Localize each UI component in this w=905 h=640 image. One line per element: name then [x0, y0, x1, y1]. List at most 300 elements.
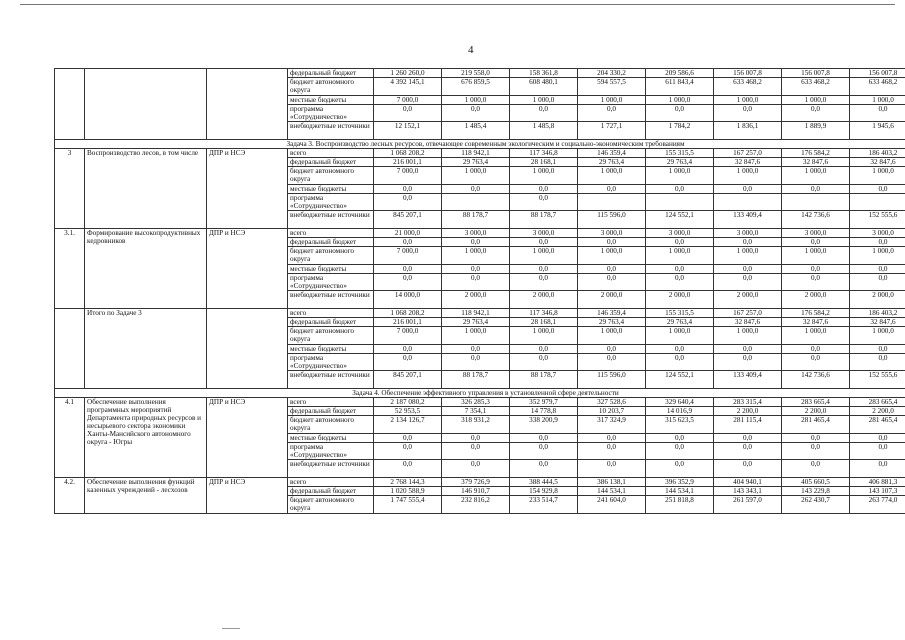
- amount-cell: 338 200,9: [510, 416, 578, 434]
- amount-cell: 176 584,2: [782, 309, 850, 318]
- amount-cell: 144 534,1: [578, 487, 646, 496]
- amount-cell: 0,0: [850, 345, 905, 354]
- amount-cell: 0,0: [374, 460, 442, 478]
- amount-cell: 1 000,0: [646, 327, 714, 345]
- row-number: [55, 69, 85, 140]
- amount-cell: 241 604,0: [578, 496, 646, 514]
- funding-source: программа «Сотрудничество»: [288, 105, 374, 122]
- amount-cell: 0,0: [782, 443, 850, 460]
- amount-cell: 0,0: [714, 265, 782, 274]
- amount-cell: 0,0: [510, 238, 578, 247]
- amount-cell: 1 000,0: [442, 327, 510, 345]
- amount-cell: 12 152,1: [374, 122, 442, 140]
- amount-cell: 0,0: [374, 345, 442, 354]
- amount-cell: 52 953,5: [374, 407, 442, 416]
- amount-cell: 315 623,5: [646, 416, 714, 434]
- amount-cell: 676 859,5: [442, 78, 510, 96]
- amount-cell: 1 000,0: [510, 247, 578, 265]
- funding-source: внебюджетные источники: [288, 291, 374, 309]
- amount-cell: 845 207,1: [374, 211, 442, 229]
- amount-cell: 3 000,0: [442, 229, 510, 238]
- funding-source: местные бюджеты: [288, 96, 374, 105]
- amount-cell: 143 229,8: [782, 487, 850, 496]
- amount-cell: 3 000,0: [510, 229, 578, 238]
- amount-cell: 608 480,1: [510, 78, 578, 96]
- amount-cell: 28 168,1: [510, 158, 578, 167]
- amount-cell: 156 007,8: [782, 69, 850, 78]
- amount-cell: 156 007,8: [714, 69, 782, 78]
- amount-cell: [850, 194, 905, 211]
- amount-cell: [442, 194, 510, 211]
- amount-cell: 143 107,3: [850, 487, 905, 496]
- amount-cell: 154 929,8: [510, 487, 578, 496]
- funding-source: бюджет автономного округа: [288, 327, 374, 345]
- amount-cell: 124 552,1: [646, 371, 714, 389]
- amount-cell: 2 000,0: [442, 291, 510, 309]
- row-number: 4.1: [55, 398, 85, 478]
- funding-source: бюджет автономного округа: [288, 496, 374, 514]
- amount-cell: 0,0: [646, 345, 714, 354]
- amount-cell: 1 485,8: [510, 122, 578, 140]
- amount-cell: 0,0: [510, 105, 578, 122]
- funding-source: местные бюджеты: [288, 345, 374, 354]
- amount-cell: 0,0: [374, 443, 442, 460]
- amount-cell: 283 315,4: [714, 398, 782, 407]
- amount-cell: 352 979,7: [510, 398, 578, 407]
- amount-cell: 0,0: [442, 443, 510, 460]
- amount-cell: 388 444,5: [510, 478, 578, 487]
- amount-cell: 0,0: [374, 238, 442, 247]
- amount-cell: 88 178,7: [442, 211, 510, 229]
- funding-source: бюджет автономного округа: [288, 78, 374, 96]
- amount-cell: 405 660,5: [782, 478, 850, 487]
- amount-cell: 32 847,6: [850, 318, 905, 327]
- amount-cell: 0,0: [578, 460, 646, 478]
- amount-cell: 0,0: [646, 354, 714, 371]
- funding-source: федеральный бюджет: [288, 238, 374, 247]
- section-header-row: [55, 140, 905, 149]
- amount-cell: 204 330,2: [578, 69, 646, 78]
- amount-cell: 0,0: [442, 460, 510, 478]
- executor: ДПР и НСЭ: [207, 149, 288, 229]
- amount-cell: 3 000,0: [782, 229, 850, 238]
- row-number: [55, 309, 85, 389]
- amount-cell: 283 665,4: [782, 398, 850, 407]
- amount-cell: 2 200,0: [714, 407, 782, 416]
- amount-cell: 2 200,0: [850, 407, 905, 416]
- amount-cell: 0,0: [578, 105, 646, 122]
- amount-cell: 0,0: [374, 274, 442, 291]
- executor: [207, 69, 288, 140]
- top-scan-line: [20, 4, 895, 5]
- amount-cell: 0,0: [850, 185, 905, 194]
- budget-table: [54, 68, 905, 514]
- amount-cell: 0,0: [782, 238, 850, 247]
- amount-cell: 281 465,4: [850, 416, 905, 434]
- activity-name: Обеспечение выполнения программных мероприятий Департамента природных ресурсов и несырьевого сектора экономики Ханты-Мансийского автономного округа - Югры: [85, 398, 207, 478]
- amount-cell: 1 000,0: [782, 167, 850, 185]
- amount-cell: 0,0: [510, 194, 578, 211]
- amount-cell: 2 200,0: [782, 407, 850, 416]
- amount-cell: 2 000,0: [578, 291, 646, 309]
- amount-cell: 219 558,0: [442, 69, 510, 78]
- amount-cell: 404 940,1: [714, 478, 782, 487]
- funding-source: программа «Сотрудничество»: [288, 194, 374, 211]
- page-number: 4: [468, 44, 474, 56]
- amount-cell: 216 001,1: [374, 318, 442, 327]
- amount-cell: 1 000,0: [578, 247, 646, 265]
- funding-source: внебюджетные источники: [288, 122, 374, 140]
- bottom-mark: [222, 628, 240, 629]
- amount-cell: 3 000,0: [578, 229, 646, 238]
- amount-cell: 0,0: [646, 185, 714, 194]
- amount-cell: 7 354,1: [442, 407, 510, 416]
- funding-source: программа «Сотрудничество»: [288, 354, 374, 371]
- amount-cell: 1 000,0: [850, 327, 905, 345]
- amount-cell: 1 000,0: [850, 96, 905, 105]
- amount-cell: 1 000,0: [442, 167, 510, 185]
- amount-cell: 0,0: [714, 185, 782, 194]
- amount-cell: 216 001,1: [374, 158, 442, 167]
- amount-cell: 0,0: [646, 105, 714, 122]
- amount-cell: 1 000,0: [510, 327, 578, 345]
- amount-cell: 0,0: [714, 354, 782, 371]
- funding-source: федеральный бюджет: [288, 487, 374, 496]
- amount-cell: 633 468,2: [714, 78, 782, 96]
- amount-cell: 29 763,4: [646, 318, 714, 327]
- amount-cell: 0,0: [510, 443, 578, 460]
- amount-cell: 10 203,7: [578, 407, 646, 416]
- amount-cell: 633 468,2: [850, 78, 905, 96]
- amount-cell: 29 763,4: [442, 318, 510, 327]
- activity-name: [85, 69, 207, 140]
- amount-cell: 0,0: [374, 354, 442, 371]
- amount-cell: 29 763,4: [578, 158, 646, 167]
- amount-cell: 0,0: [850, 238, 905, 247]
- amount-cell: 88 178,7: [510, 371, 578, 389]
- amount-cell: 1 000,0: [782, 96, 850, 105]
- amount-cell: 1 747 555,4: [374, 496, 442, 514]
- amount-cell: 156 007,8: [850, 69, 905, 78]
- amount-cell: 0,0: [714, 105, 782, 122]
- table-row: [55, 69, 905, 78]
- amount-cell: 0,0: [442, 345, 510, 354]
- executor: ДПР и НСЭ: [207, 229, 288, 309]
- amount-cell: 143 343,1: [714, 487, 782, 496]
- amount-cell: 633 468,2: [782, 78, 850, 96]
- amount-cell: 0,0: [442, 265, 510, 274]
- executor: [207, 309, 288, 389]
- funding-source: бюджет автономного округа: [288, 167, 374, 185]
- funding-source: местные бюджеты: [288, 434, 374, 443]
- amount-cell: 32 847,6: [850, 158, 905, 167]
- amount-cell: 0,0: [442, 238, 510, 247]
- amount-cell: 0,0: [850, 105, 905, 122]
- amount-cell: 0,0: [578, 434, 646, 443]
- amount-cell: 88 178,7: [442, 371, 510, 389]
- amount-cell: 1 000,0: [646, 167, 714, 185]
- amount-cell: 1 000,0: [578, 327, 646, 345]
- table-row: [55, 478, 905, 487]
- amount-cell: 0,0: [374, 185, 442, 194]
- amount-cell: 0,0: [442, 185, 510, 194]
- amount-cell: 0,0: [782, 274, 850, 291]
- amount-cell: 0,0: [850, 274, 905, 291]
- amount-cell: 0,0: [510, 274, 578, 291]
- amount-cell: 186 403,2: [850, 149, 905, 158]
- amount-cell: 167 257,0: [714, 309, 782, 318]
- amount-cell: 0,0: [850, 434, 905, 443]
- amount-cell: 594 557,5: [578, 78, 646, 96]
- amount-cell: 7 000,0: [374, 247, 442, 265]
- amount-cell: 32 847,6: [782, 318, 850, 327]
- funding-source: всего: [288, 309, 374, 318]
- amount-cell: 406 881,3: [850, 478, 905, 487]
- amount-cell: 1 068 208,2: [374, 309, 442, 318]
- row-number: 3.1.: [55, 229, 85, 309]
- amount-cell: 329 640,4: [646, 398, 714, 407]
- funding-source: программа «Сотрудничество»: [288, 274, 374, 291]
- amount-cell: 0,0: [510, 345, 578, 354]
- amount-cell: [782, 194, 850, 211]
- amount-cell: 2 768 144,3: [374, 478, 442, 487]
- amount-cell: 0,0: [578, 274, 646, 291]
- amount-cell: 611 843,4: [646, 78, 714, 96]
- amount-cell: 2 000,0: [714, 291, 782, 309]
- amount-cell: 0,0: [374, 105, 442, 122]
- amount-cell: 0,0: [782, 105, 850, 122]
- amount-cell: 1 000,0: [714, 247, 782, 265]
- amount-cell: 281 465,4: [782, 416, 850, 434]
- amount-cell: 1 784,2: [646, 122, 714, 140]
- amount-cell: 124 552,1: [646, 211, 714, 229]
- amount-cell: 133 409,4: [714, 371, 782, 389]
- amount-cell: 3 000,0: [714, 229, 782, 238]
- amount-cell: 261 597,0: [714, 496, 782, 514]
- amount-cell: 283 665,4: [850, 398, 905, 407]
- amount-cell: 0,0: [510, 460, 578, 478]
- amount-cell: 318 931,2: [442, 416, 510, 434]
- amount-cell: 233 514,7: [510, 496, 578, 514]
- funding-source: всего: [288, 398, 374, 407]
- amount-cell: 0,0: [782, 265, 850, 274]
- amount-cell: 88 178,7: [510, 211, 578, 229]
- amount-cell: 1 000,0: [714, 167, 782, 185]
- amount-cell: 0,0: [510, 354, 578, 371]
- amount-cell: 0,0: [578, 238, 646, 247]
- amount-cell: 146 359,4: [578, 309, 646, 318]
- row-number: 3: [55, 149, 85, 229]
- amount-cell: 142 736,6: [782, 211, 850, 229]
- amount-cell: 0,0: [646, 274, 714, 291]
- budget-table-body: [55, 69, 905, 514]
- amount-cell: 1 000,0: [850, 247, 905, 265]
- amount-cell: 0,0: [714, 274, 782, 291]
- amount-cell: 0,0: [782, 345, 850, 354]
- amount-cell: 2 000,0: [782, 291, 850, 309]
- funding-source: внебюджетные источники: [288, 211, 374, 229]
- amount-cell: 1 000,0: [782, 247, 850, 265]
- amount-cell: 1 727,1: [578, 122, 646, 140]
- amount-cell: 0,0: [646, 238, 714, 247]
- amount-cell: 152 555,6: [850, 371, 905, 389]
- amount-cell: 115 596,0: [578, 371, 646, 389]
- amount-cell: 142 736,6: [782, 371, 850, 389]
- amount-cell: 155 315,5: [646, 309, 714, 318]
- amount-cell: 146 359,4: [578, 149, 646, 158]
- amount-cell: 1 000,0: [510, 96, 578, 105]
- amount-cell: 21 000,0: [374, 229, 442, 238]
- amount-cell: [578, 194, 646, 211]
- amount-cell: 4 392 145,1: [374, 78, 442, 96]
- amount-cell: 115 596,0: [578, 211, 646, 229]
- amount-cell: 2 187 080,2: [374, 398, 442, 407]
- row-number: 4.2.: [55, 478, 85, 514]
- section-header-row: [55, 389, 905, 398]
- amount-cell: 0,0: [714, 345, 782, 354]
- amount-cell: 845 207,1: [374, 371, 442, 389]
- amount-cell: 2 000,0: [646, 291, 714, 309]
- amount-cell: 0,0: [442, 354, 510, 371]
- amount-cell: 146 910,7: [442, 487, 510, 496]
- amount-cell: 0,0: [578, 354, 646, 371]
- amount-cell: 7 000,0: [374, 327, 442, 345]
- amount-cell: 0,0: [782, 185, 850, 194]
- funding-source: программа «Сотрудничество»: [288, 443, 374, 460]
- funding-source: всего: [288, 149, 374, 158]
- funding-source: федеральный бюджет: [288, 69, 374, 78]
- amount-cell: 7 000,0: [374, 96, 442, 105]
- amount-cell: 262 430,7: [782, 496, 850, 514]
- funding-source: бюджет автономного округа: [288, 247, 374, 265]
- amount-cell: 1 889,9: [782, 122, 850, 140]
- amount-cell: 0,0: [510, 434, 578, 443]
- amount-cell: 0,0: [442, 274, 510, 291]
- amount-cell: 29 763,4: [442, 158, 510, 167]
- amount-cell: 0,0: [646, 443, 714, 460]
- amount-cell: 0,0: [850, 443, 905, 460]
- funding-source: бюджет автономного округа: [288, 416, 374, 434]
- funding-source: внебюджетные источники: [288, 371, 374, 389]
- funding-source: федеральный бюджет: [288, 158, 374, 167]
- amount-cell: 326 285,3: [442, 398, 510, 407]
- amount-cell: 158 361,8: [510, 69, 578, 78]
- amount-cell: 317 324,9: [578, 416, 646, 434]
- amount-cell: 0,0: [714, 460, 782, 478]
- amount-cell: 1 000,0: [782, 327, 850, 345]
- funding-source: федеральный бюджет: [288, 318, 374, 327]
- funding-source: местные бюджеты: [288, 265, 374, 274]
- amount-cell: 118 942,1: [442, 149, 510, 158]
- amount-cell: 1 020 588,9: [374, 487, 442, 496]
- amount-cell: 176 584,2: [782, 149, 850, 158]
- amount-cell: 29 763,4: [578, 318, 646, 327]
- amount-cell: 0,0: [714, 434, 782, 443]
- activity-name: Обеспечение выполнения функций казенных учреждений - лесхозов: [85, 478, 207, 514]
- amount-cell: 0,0: [850, 265, 905, 274]
- table-row: [55, 149, 905, 158]
- amount-cell: 251 818,8: [646, 496, 714, 514]
- activity-name: Итого по Задаче 3: [85, 309, 207, 389]
- amount-cell: 1 000,0: [578, 167, 646, 185]
- funding-source: федеральный бюджет: [288, 407, 374, 416]
- amount-cell: 0,0: [646, 434, 714, 443]
- amount-cell: 209 586,6: [646, 69, 714, 78]
- amount-cell: 14 016,9: [646, 407, 714, 416]
- amount-cell: 28 168,1: [510, 318, 578, 327]
- amount-cell: 1 000,0: [850, 167, 905, 185]
- amount-cell: 396 352,9: [646, 478, 714, 487]
- amount-cell: 14 778,8: [510, 407, 578, 416]
- amount-cell: 0,0: [374, 194, 442, 211]
- amount-cell: 144 534,1: [646, 487, 714, 496]
- amount-cell: 0,0: [850, 460, 905, 478]
- amount-cell: 0,0: [578, 265, 646, 274]
- table-row: [55, 229, 905, 238]
- amount-cell: 0,0: [646, 460, 714, 478]
- amount-cell: 1 945,6: [850, 122, 905, 140]
- amount-cell: 1 000,0: [646, 247, 714, 265]
- amount-cell: 0,0: [578, 345, 646, 354]
- executor: ДПР и НСЭ: [207, 478, 288, 514]
- amount-cell: 133 409,4: [714, 211, 782, 229]
- amount-cell: 1 000,0: [646, 96, 714, 105]
- amount-cell: 186 403,2: [850, 309, 905, 318]
- amount-cell: 32 847,6: [782, 158, 850, 167]
- amount-cell: 155 315,5: [646, 149, 714, 158]
- amount-cell: 29 763,4: [646, 158, 714, 167]
- amount-cell: 0,0: [714, 238, 782, 247]
- amount-cell: 1 485,4: [442, 122, 510, 140]
- amount-cell: [646, 194, 714, 211]
- amount-cell: 2 000,0: [510, 291, 578, 309]
- amount-cell: 0,0: [714, 443, 782, 460]
- funding-source: внебюджетные источники: [288, 460, 374, 478]
- activity-name: Формирование высокопродуктивных кедровников: [85, 229, 207, 309]
- amount-cell: 14 000,0: [374, 291, 442, 309]
- amount-cell: 0,0: [442, 105, 510, 122]
- amount-cell: 3 000,0: [850, 229, 905, 238]
- executor: ДПР и НСЭ: [207, 398, 288, 478]
- amount-cell: 0,0: [578, 185, 646, 194]
- amount-cell: 118 942,1: [442, 309, 510, 318]
- amount-cell: 386 138,1: [578, 478, 646, 487]
- amount-cell: 232 816,2: [442, 496, 510, 514]
- amount-cell: 0,0: [578, 443, 646, 460]
- amount-cell: 379 726,9: [442, 478, 510, 487]
- amount-cell: 3 000,0: [646, 229, 714, 238]
- amount-cell: 32 847,6: [714, 158, 782, 167]
- funding-source: всего: [288, 478, 374, 487]
- amount-cell: 1 000,0: [714, 96, 782, 105]
- amount-cell: 1 000,0: [510, 167, 578, 185]
- amount-cell: 1 260 260,0: [374, 69, 442, 78]
- amount-cell: 327 528,6: [578, 398, 646, 407]
- amount-cell: 1 000,0: [578, 96, 646, 105]
- section-title: Задача 4. Обеспечение эффективного управления в установленной сфере деятельности: [55, 389, 905, 398]
- funding-source: местные бюджеты: [288, 185, 374, 194]
- table-row: [55, 398, 905, 407]
- amount-cell: 0,0: [782, 434, 850, 443]
- amount-cell: 2 134 126,7: [374, 416, 442, 434]
- table-row: [55, 309, 905, 318]
- amount-cell: 281 115,4: [714, 416, 782, 434]
- amount-cell: 0,0: [510, 185, 578, 194]
- amount-cell: 0,0: [850, 354, 905, 371]
- amount-cell: 117 346,8: [510, 149, 578, 158]
- amount-cell: 32 847,6: [714, 318, 782, 327]
- amount-cell: 0,0: [782, 354, 850, 371]
